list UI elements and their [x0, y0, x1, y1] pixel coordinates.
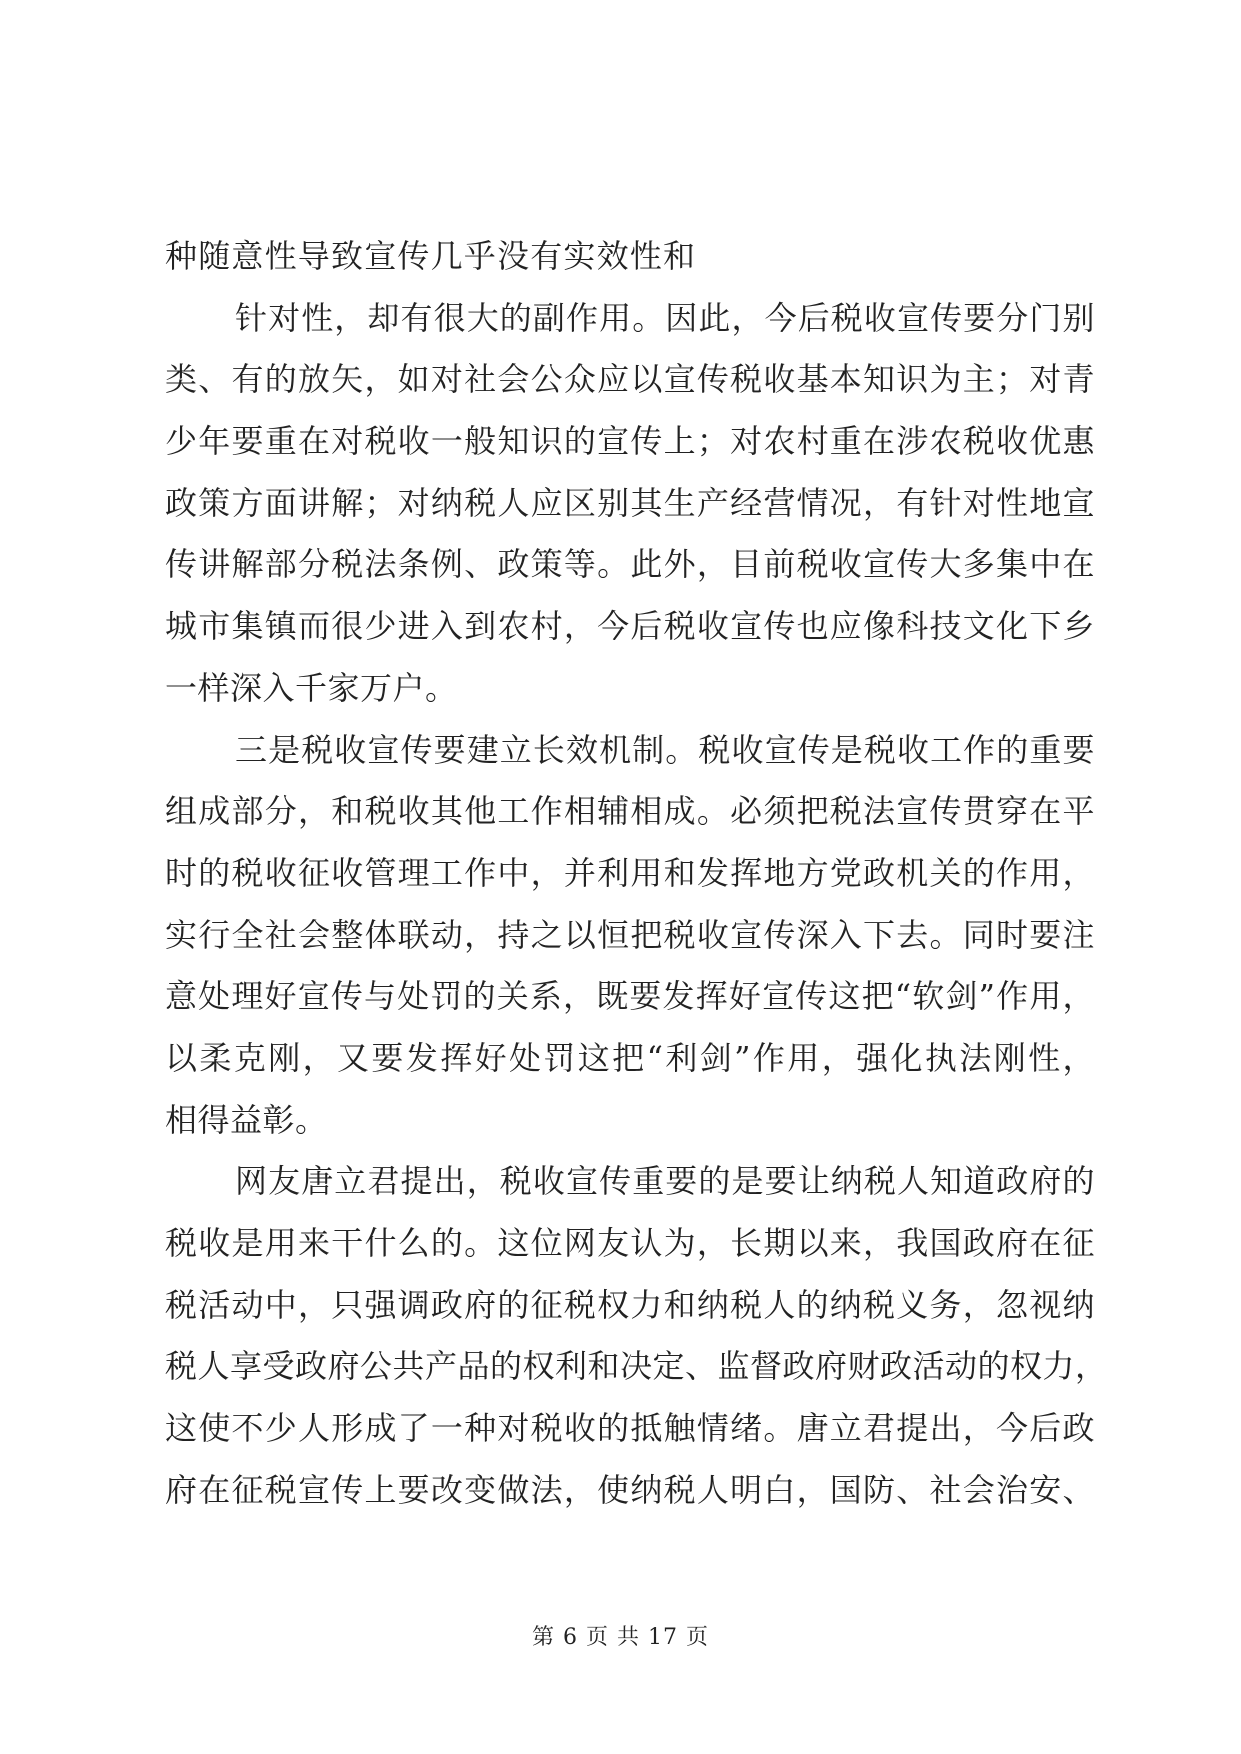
- text-line: 以柔克刚，又要发挥好处罚这把“利剑”作用，强化执法刚性，: [165, 1038, 1095, 1077]
- document-body: [165, 226, 1108, 1521]
- text-line: 这使不少人形成了一种对税收的抵触情绪。唐立君提出，今后政: [165, 1409, 1095, 1448]
- text-line: 组成部分，和税收其他工作相辅相成。必须把税法宣传贯穿在平: [165, 792, 1095, 831]
- text-line: 税收是用来干什么的。这位网友认为，长期以来，我国政府在征: [165, 1224, 1095, 1262]
- page-number-footer: 第 6 页 共 17 页: [532, 1625, 709, 1650]
- text-line: 府在征税宣传上要改变做法，使纳税人明白，国防、社会治安、: [165, 1470, 1095, 1509]
- text-line: 一样深入千家万户。: [165, 668, 458, 707]
- text-line: 少年要重在对税收一般知识的宣传上；对农村重在涉农税收优惠: [165, 422, 1095, 461]
- text-line: 种随意性导致宣传几乎没有实效性和: [165, 237, 697, 275]
- text-line: 城市集镇而很少进入到农村，今后税收宣传也应像科技文化下乡: [165, 607, 1095, 646]
- text-line: 类、有的放矢，如对社会公众应以宣传税收基本知识为主；对青: [165, 360, 1095, 399]
- text-line: 三是税收宣传要建立长效机制。税收宣传是税收工作的重要: [235, 730, 1095, 769]
- text-line: 相得益彰。: [165, 1100, 328, 1139]
- text-line: 网友唐立君提出，税收宣传重要的是要让纳税人知道政府的: [235, 1162, 1095, 1201]
- text-line: 时的税收征收管理工作中，并利用和发挥地方党政机关的作用，: [165, 853, 1095, 892]
- text-line: 税人享受政府公共产品的权利和决定、监督政府财政活动的权力，: [165, 1347, 1108, 1386]
- text-line: 传讲解部分税法条例、政策等。此外，目前税收宣传大多集中在: [165, 545, 1095, 584]
- text-line: 税活动中，只强调政府的征税权力和纳税人的纳税义务，忽视纳: [165, 1285, 1095, 1324]
- text-line: 政策方面讲解；对纳税人应区别其生产经营情况，有针对性地宣: [165, 483, 1095, 522]
- text-line: 实行全社会整体联动，持之以恒把税收宣传深入下去。同时要注: [165, 915, 1095, 954]
- text-line: 意处理好宣传与处罚的关系，既要发挥好宣传这把“软剑”作用，: [165, 977, 1095, 1016]
- text-line: 针对性，却有很大的副作用。因此，今后税收宣传要分门别: [235, 298, 1095, 337]
